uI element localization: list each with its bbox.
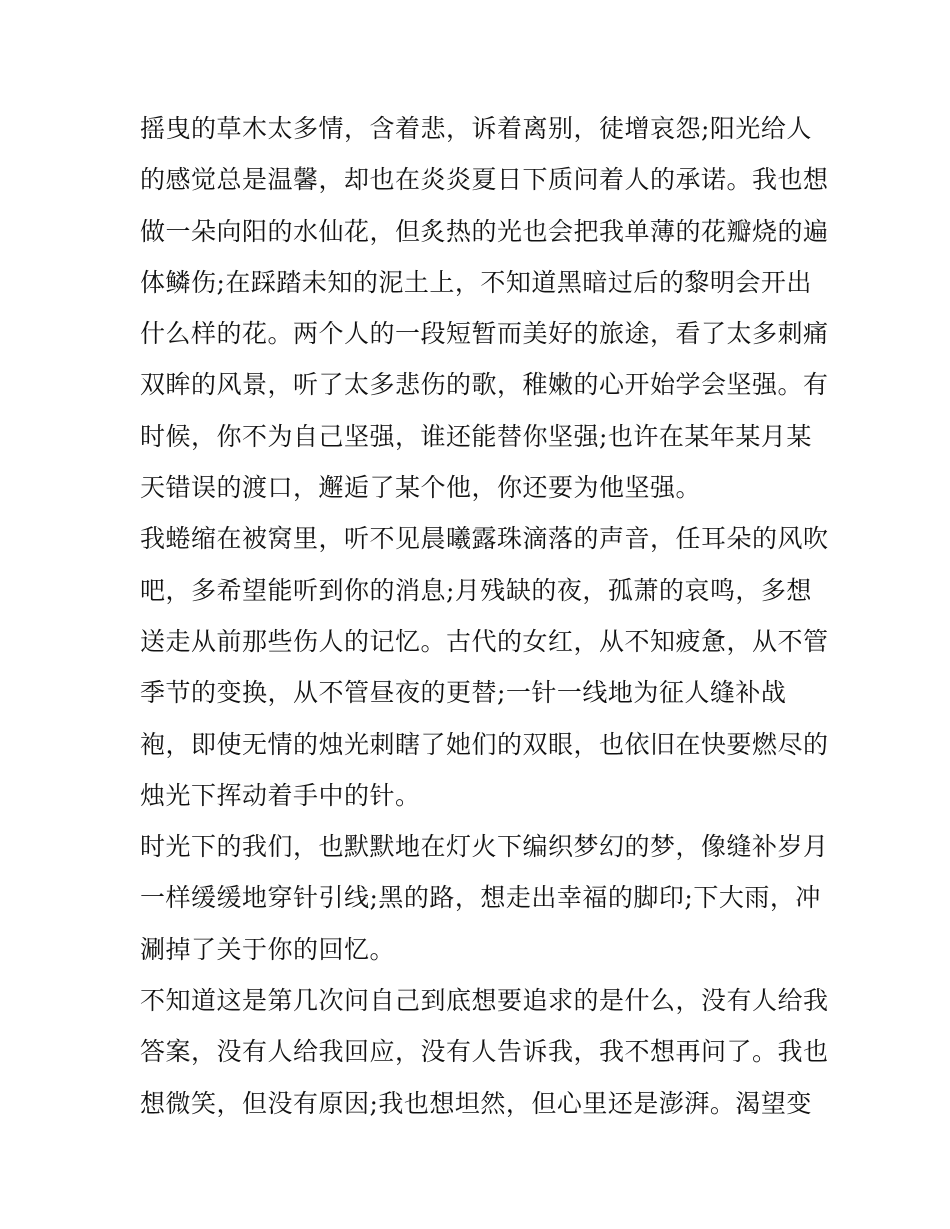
text-line: 体鳞伤;在踩踏未知的泥土上，不知道黑暗过后的黎明会开出 (140, 267, 812, 297)
text-line: 做一朵向阳的水仙花，但炙热的光也会把我单薄的花瓣烧的遍 (140, 216, 829, 246)
paragraph-1 (140, 103, 829, 513)
text-line: 天错误的渡口，邂逅了某个他，你还要为他坚强。 (140, 473, 702, 503)
paragraph-4 (140, 975, 829, 1129)
text-line: 不知道这是第几次问自己到底想要追求的是什么，没有人给我 (140, 986, 829, 1016)
text-line: 时候，你不为自己坚强，谁还能替你坚强;也许在某年某月某 (140, 421, 812, 451)
text-line: 时光下的我们，也默默地在灯火下编织梦幻的梦，像缝补岁月 (140, 832, 829, 862)
paragraph-3 (140, 821, 829, 975)
text-line: 双眸的风景，听了太多悲伤的歌，稚嫩的心开始学会坚强。有 (140, 370, 829, 400)
text-line: 一样缓缓地穿针引线;黑的路，想走出幸福的脚印;下大雨，冲 (140, 883, 821, 913)
text-line: 什么样的花。两个人的一段短暂而美好的旅途，看了太多刺痛 (140, 319, 829, 349)
text-line: 我蜷缩在被窝里，听不见晨曦露珠滴落的声音，任耳朵的风吹 (140, 524, 829, 554)
text-line: 答案，没有人给我回应，没有人告诉我，我不想再问了。我也 (140, 1037, 829, 1067)
text-line: 吧，多希望能听到你的消息;月残缺的夜，孤萧的哀鸣，多想 (140, 575, 812, 605)
document-body (140, 103, 829, 1129)
text-line: 袍，即使无情的烛光刺瞎了她们的双眼，也依旧在快要燃尽的 (140, 729, 829, 759)
text-line: 涮掉了关于你的回忆。 (140, 934, 396, 964)
text-line: 想微笑，但没有原因;我也想坦然，但心里还是澎湃。渴望变 (140, 1088, 812, 1118)
text-line: 季节的变换，从不管昼夜的更替;一针一线地为征人缝补战 (140, 678, 787, 708)
paragraph-2 (140, 513, 829, 821)
text-line: 烛光下挥动着手中的针。 (140, 780, 421, 810)
text-line: 摇曳的草木太多情，含着悲，诉着离别，徒增哀怨;阳光给人 (140, 114, 812, 143)
text-line: 送走从前那些伤人的记忆。古代的女红，从不知疲惫，从不管 (140, 626, 829, 656)
text-line: 的感觉总是温馨，却也在炎炎夏日下质问着人的承诺。我也想 (140, 165, 829, 195)
